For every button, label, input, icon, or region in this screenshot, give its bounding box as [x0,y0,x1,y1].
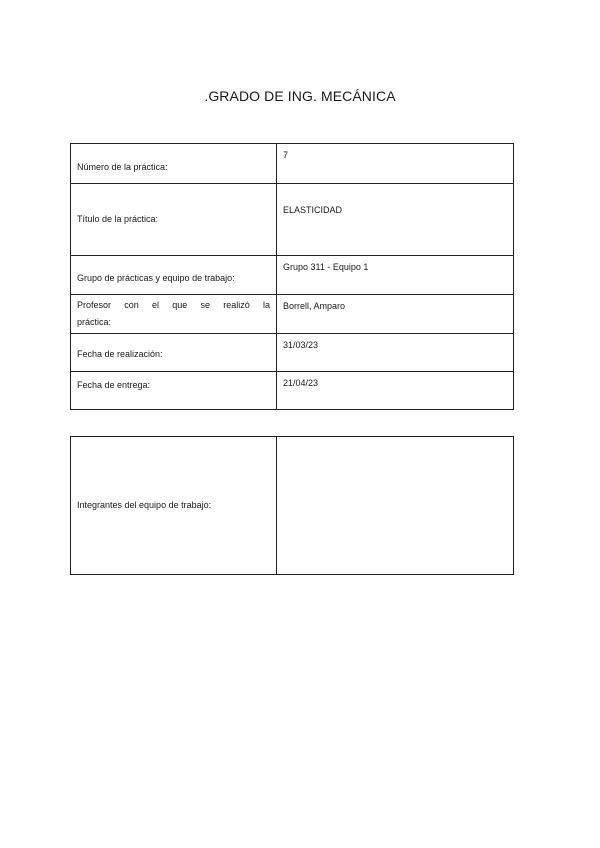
table-row [71,334,514,372]
practice-title-value: ELASTICIDAD [277,184,514,256]
table-row [71,295,514,334]
team-members-value [277,437,514,575]
team-members-label: Integrantes del equipo de trabajo: [71,437,277,575]
table-row [71,372,514,410]
delivery-date-label: Fecha de entrega: [71,372,277,410]
professor-label [71,295,277,334]
professor-label-line-1: Profesor con el que se realizó la [77,300,270,310]
table-row [71,184,514,256]
practice-info-table [70,143,514,410]
practice-number-value: 7 [277,144,514,184]
practice-number-label: Número de la práctica: [71,144,277,184]
professor-value: Borrell, Amparo [277,295,514,334]
table-row [71,144,514,184]
group-team-value: Grupo 311 - Equipo 1 [277,256,514,295]
realization-date-value: 31/03/23 [277,334,514,372]
delivery-date-value: 21/04/23 [277,372,514,410]
page-title: .GRADO DE ING. MECÁNICA [204,88,396,104]
table-row [71,437,514,575]
team-members-table [70,436,514,575]
table-row [71,256,514,295]
professor-label-line-2: práctica: [77,317,112,327]
practice-title-label: Título de la práctica: [71,184,277,256]
realization-date-label: Fecha de realización: [71,334,277,372]
group-team-label: Grupo de prácticas y equipo de trabajo: [71,256,277,295]
